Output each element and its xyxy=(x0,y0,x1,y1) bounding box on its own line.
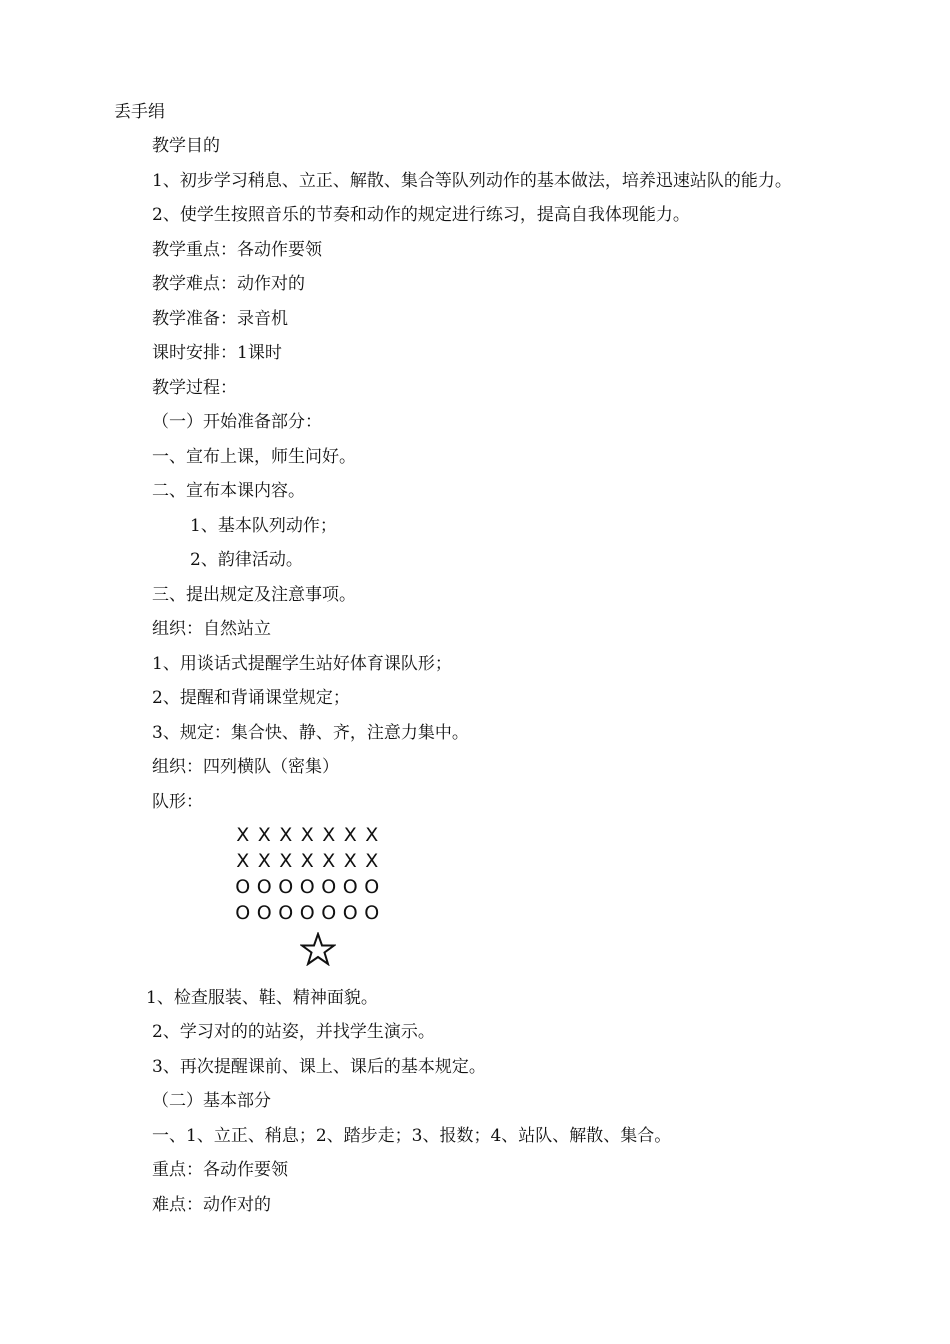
student-mark: O xyxy=(235,876,251,898)
text-line: 教学重点：各动作要领 xyxy=(152,240,322,260)
text-line: 1、用谈话式提醒学生站好体育课队形； xyxy=(152,654,452,674)
student-mark: X xyxy=(236,850,250,872)
doc-title: 丢手绢 xyxy=(114,102,165,122)
formation-row xyxy=(232,824,383,850)
student-mark: O xyxy=(256,876,272,898)
text-line: 教学过程： xyxy=(152,378,237,398)
student-mark: O xyxy=(342,876,358,898)
student-mark: X xyxy=(279,850,293,872)
student-mark: X xyxy=(300,824,314,846)
text-line: 2、韵律活动。 xyxy=(190,550,303,570)
text-line: 1、基本队列动作； xyxy=(190,516,337,536)
star-icon xyxy=(300,932,336,966)
student-mark: O xyxy=(321,876,337,898)
student-mark: O xyxy=(321,902,337,924)
student-mark: O xyxy=(364,876,380,898)
text-line: 1、检查服装、鞋、精神面貌。 xyxy=(146,988,378,1008)
text-line: 3、规定：集合快、静、齐，注意力集中。 xyxy=(152,723,469,743)
student-mark: X xyxy=(236,824,250,846)
text-line: 课时安排：1课时 xyxy=(152,343,282,363)
text-line: 2、学习对的的站姿，并找学生演示。 xyxy=(152,1022,435,1042)
student-mark: X xyxy=(365,824,379,846)
text-line: 重点：各动作要领 xyxy=(152,1160,288,1180)
student-mark: O xyxy=(278,902,294,924)
student-mark: X xyxy=(257,824,271,846)
student-mark: O xyxy=(256,902,272,924)
student-mark: X xyxy=(322,824,336,846)
student-mark: X xyxy=(343,850,357,872)
text-line: 教学目的 xyxy=(152,136,220,156)
text-line: 一、宣布上课，师生问好。 xyxy=(152,447,356,467)
student-mark: X xyxy=(343,824,357,846)
text-line: 一、1、立正、稍息；2、踏步走；3、报数；4、站队、解散、集合。 xyxy=(152,1126,672,1146)
text-line: 二、宣布本课内容。 xyxy=(152,481,305,501)
section-heading: （一）开始准备部分： xyxy=(152,412,322,432)
text-line: 教学难点：动作对的 xyxy=(152,274,305,294)
text-line: 教学准备：录音机 xyxy=(152,309,288,329)
text-line: 2、提醒和背诵课堂规定； xyxy=(152,688,350,708)
formation-row xyxy=(232,876,383,902)
text-line: 难点：动作对的 xyxy=(152,1195,271,1215)
student-mark: X xyxy=(365,850,379,872)
text-line: 组织：四列横队（密集） xyxy=(152,757,339,777)
student-mark: O xyxy=(299,876,315,898)
student-mark: O xyxy=(342,902,358,924)
student-mark: O xyxy=(278,876,294,898)
text-line: 1、初步学习稍息、立正、解散、集合等队列动作的基本做法，培养迅速站队的能力。 xyxy=(152,171,792,191)
text-line: 3、再次提醒课前、课上、课后的基本规定。 xyxy=(152,1057,486,1077)
section-heading: （二）基本部分 xyxy=(152,1091,271,1111)
student-mark: O xyxy=(235,902,251,924)
text-line: 三、提出规定及注意事项。 xyxy=(152,585,356,605)
text-line: 队形： xyxy=(152,792,203,812)
text-line: 2、使学生按照音乐的节奏和动作的规定进行练习，提高自我体现能力。 xyxy=(152,205,690,225)
student-mark: X xyxy=(279,824,293,846)
student-mark: X xyxy=(322,850,336,872)
student-mark: X xyxy=(300,850,314,872)
formation-diagram xyxy=(232,824,383,928)
student-mark: X xyxy=(257,850,271,872)
student-mark: O xyxy=(299,902,315,924)
formation-row xyxy=(232,850,383,876)
student-mark: O xyxy=(364,902,380,924)
formation-row xyxy=(232,902,383,928)
text-line: 组织：自然站立 xyxy=(152,619,271,639)
